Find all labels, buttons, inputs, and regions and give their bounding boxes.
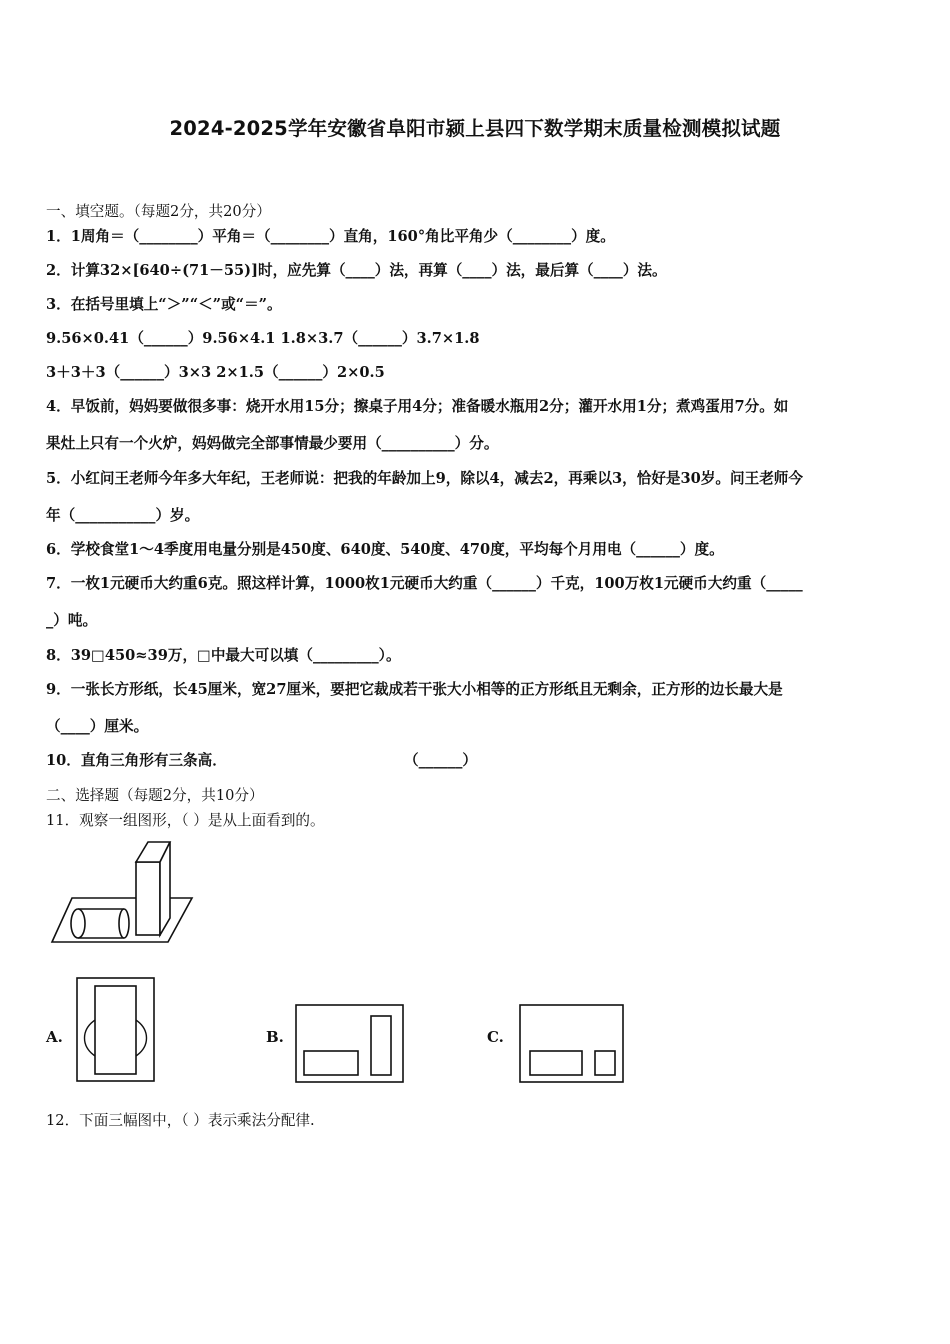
option-a-label[interactable]: A. bbox=[46, 1028, 63, 1046]
option-a-figure[interactable] bbox=[75, 976, 157, 1084]
question-1: 1．1周角＝（________）平角＝（________）直角，160°角比平角少（________）度。 bbox=[46, 228, 615, 245]
question-4-line-2: 果灶上只有一个火炉，妈妈做完全部事情最少要用（__________）分。 bbox=[46, 435, 499, 452]
question-7-line-2: _）吨。 bbox=[46, 612, 98, 629]
question-9-line-1: 9．一张长方形纸，长45厘米，宽27厘米，要把它裁成若干张大小相等的正方形纸且无剩余，正方形的边长最大是 bbox=[46, 681, 783, 698]
question-7-line-1: 7．一枚1元硬币大约重6克。照这样计算，1000枚1元硬币大约重（______）千克，100万枚1元硬币大约重（_____ bbox=[46, 575, 803, 592]
option-c-label[interactable]: C. bbox=[487, 1028, 504, 1046]
question-5-line-1: 5．小红问王老师今年多大年纪，王老师说：把我的年龄加上9，除以4，减去2，再乘以3，恰好是30岁。问王老师今 bbox=[46, 470, 803, 487]
option-c-figure[interactable] bbox=[518, 1003, 626, 1085]
page-title: 2024-2025学年安徽省阜阳市颍上县四下数学期末质量检测模拟试题 bbox=[169, 117, 781, 140]
question-9-line-2: （____）厘米。 bbox=[46, 718, 149, 735]
question-8: 8．39□450≈39万，□中最大可以填（_________）。 bbox=[46, 647, 401, 664]
question-11: 11．观察一组图形，（ ）是从上面看到的。 bbox=[46, 812, 325, 829]
section-1-header: 一、填空题。（每题2分，共20分） bbox=[46, 203, 271, 220]
question-3-row-1: 9.56×0.41（______）9.56×4.1 1.8×3.7（______）3.7×1.8 bbox=[46, 330, 480, 347]
option-b-label[interactable]: B. bbox=[266, 1028, 284, 1046]
question-3: 3．在括号里填上“＞”“＜”或“＝”。 bbox=[46, 296, 282, 313]
question-4-line-1: 4．早饭前，妈妈要做很多事：烧开水用15分；擦桌子用4分；准备暖水瓶用2分；灌开水用1分；煮鸡蛋用7分。如 bbox=[46, 398, 789, 415]
question-12: 12．下面三幅图中，（ ）表示乘法分配律. bbox=[46, 1112, 315, 1129]
option-b-figure[interactable] bbox=[294, 1003, 406, 1085]
question-2: 2．计算32×[640÷(71－55)]时，应先算（____）法，再算（____）法，最后算（____）法。 bbox=[46, 262, 667, 279]
question-10: 10．直角三角形有三条高． bbox=[46, 752, 227, 769]
q11-3d-figure bbox=[48, 838, 196, 946]
question-3-row-2: 3＋3＋3（______）3×3 2×1.5（______）2×0.5 bbox=[46, 364, 385, 381]
section-2-header: 二、选择题（每题2分，共10分） bbox=[46, 787, 264, 804]
question-10-blank: （______） bbox=[404, 752, 477, 769]
question-6: 6．学校食堂1～4季度用电量分别是450度、640度、540度、470度，平均每个月用电（______）度。 bbox=[46, 541, 724, 558]
question-5-line-2: 年（___________）岁。 bbox=[46, 507, 200, 524]
